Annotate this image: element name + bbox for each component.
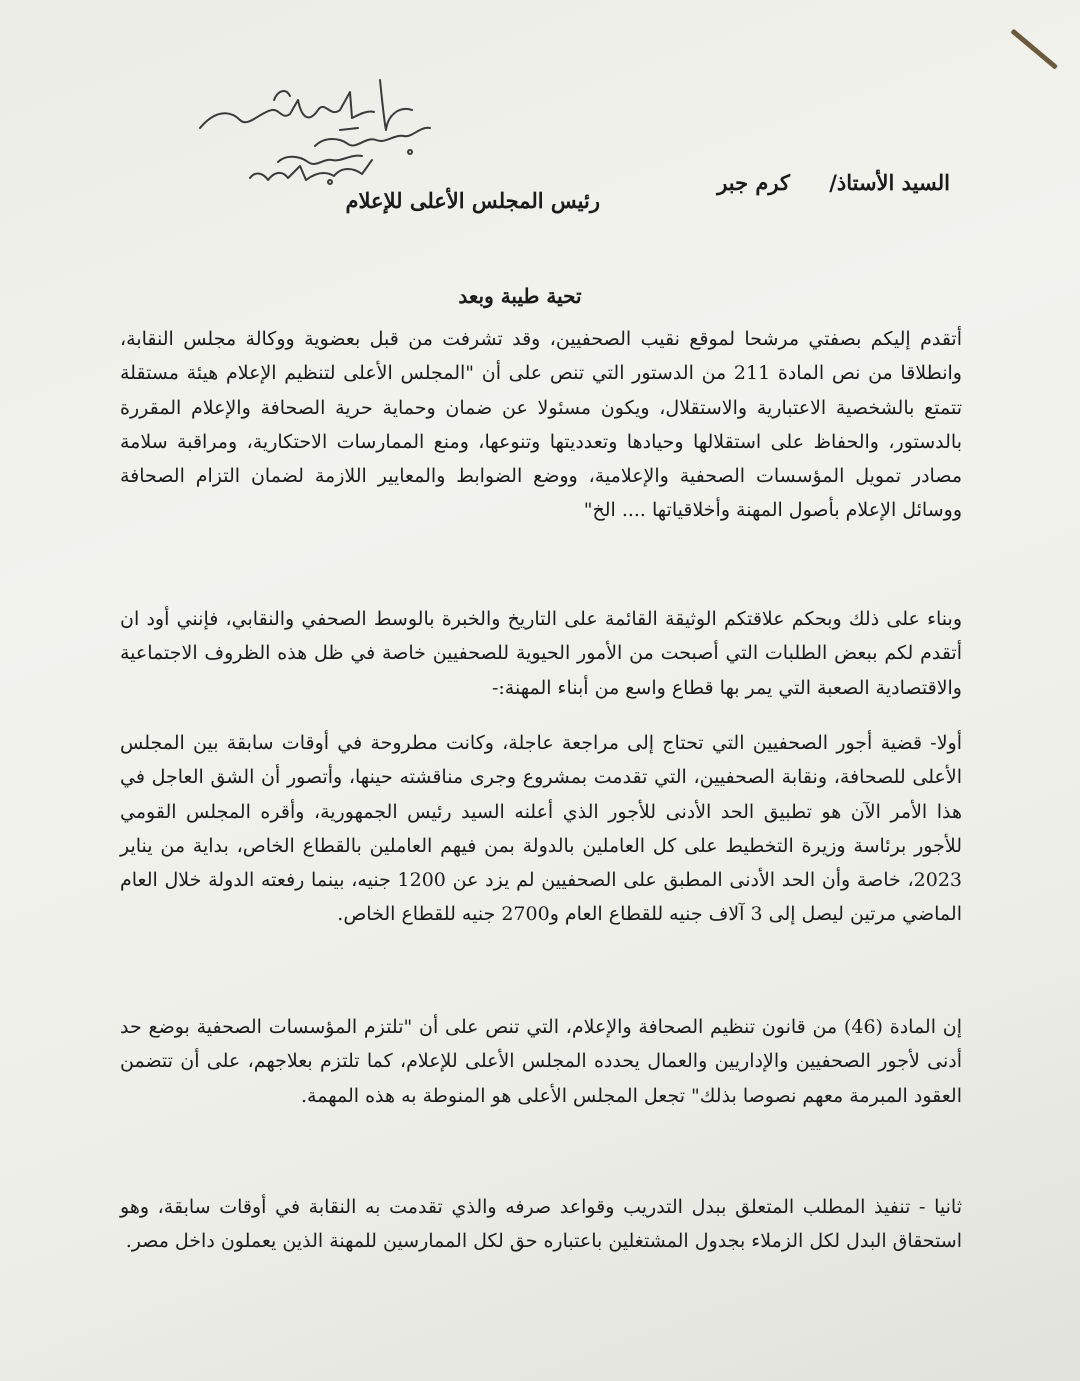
recipient-position: رئيس المجلس الأعلى للإعلام [345, 188, 600, 213]
recipient-name: كرم جبر [717, 170, 790, 195]
paragraph-intro: أتقدم إليكم بصفتي مرشحا لموقع نقيب الصحفيين، وقد تشرفت من قبل بعضوية ووكالة مجلس النقابة، وانطلاقا من نص المادة 211 من الدستور التي تنص على أن "المجلس الأعلى لتنظيم الإعلام هيئة مستقلة تتمتع بالشخصية الاعتبارية والاستقلال، ويكون مسئولا عن ضمان وحماية حرية الصحافة والإعلام المقررة بالدستور، والحفاظ على استقلالها وحيادها وتعدديتها وتنوعها، ومنع الممارسات الاحتكارية، ومراقبة سلامة مصادر تمويل المؤسسات الصحفية والإعلامية، ووضع الضوابط والمعايير اللازمة لضمان التزام الصحافة ووسائل الإعلام بأصول المهنة وأخلاقياتها .... الخ" [120, 328, 962, 522]
paragraph-wages: أولا- قضية أجور الصحفيين التي تحتاج إلى مراجعة عاجلة، وكانت مطروحة في أوقات سابقة بين المجلس الأعلى للصحافة، ونقابة الصحفيين، التي تقدمت بمشروع وجرى مناقشته حينها، وأتصور أن الشق العاجل في هذا الأمر الآن هو تطبيق الحد الأدنى للأجور الذي أعلنه السيد رئيس الجمهورية، وأقره المجلس القومي للأجور برئاسة وزيرة التخطيط على كل العاملين بالدولة بمن فيهم العاملين بالقطاع الخاص، بداية من يناير 2023، خاصة وأن الحد الأدنى المطبق على الصحفيين لم يزد عن 1200 جنيه، بينما رفعته الدولة خلال العام الماضي مرتين ليصل إلى 3 آلاف جنيه للقطاع العام و2700 جنيه للقطاع الخاص. [120, 732, 962, 926]
paragraph-article-46: إن المادة (46) من قانون تنظيم الصحافة والإعلام، التي تنص على أن "تلتزم المؤسسات الصحفية بوضع حد أدنى لأجور الصحفيين والإداريين والعمال يحدده المجلس الأعلى للإعلام، كما تلتزم بعلاجهم، على أن تتضمن العقود المبرمة معهم نصوصا بذلك" تجعل المجلس الأعلى هو المنوطة به هذه المهمة. [120, 1016, 963, 1107]
paragraph-requests: وبناء على ذلك وبحكم علاقتكم الوثيقة القائمة على التاريخ والخبرة بالوسط الصحفي والنقابي، فإنني أود ان أتقدم لكم ببعض الطلبات التي أصبحت من الأمور الحيوية للصحفيين خاصة في ظل هذه الظروف الاجتماعية والاقتصادية الصعبة التي يمر بها قطاع واسع من أبناء المهنة:- [120, 608, 962, 699]
handwritten-annotation [190, 70, 470, 200]
greeting: تحية طيبة وبعد [458, 284, 582, 308]
handwritten-note-scribble [190, 70, 470, 200]
recipient-title: السيد الأستاذ/ [829, 170, 950, 195]
fold-mark [1010, 29, 1058, 70]
paragraph-training-allowance: ثانيا - تنفيذ المطلب المتعلق ببدل التدريب وقواعد صرفه والذي تقدمت به النقابة في أوقات سابقة، وهو استحقاق البدل لكل الزملاء بجدول المشتغلين باعتباره حق لكل الممارسين للمهنة الذين يعملون داخل مصر. [120, 1196, 962, 1253]
